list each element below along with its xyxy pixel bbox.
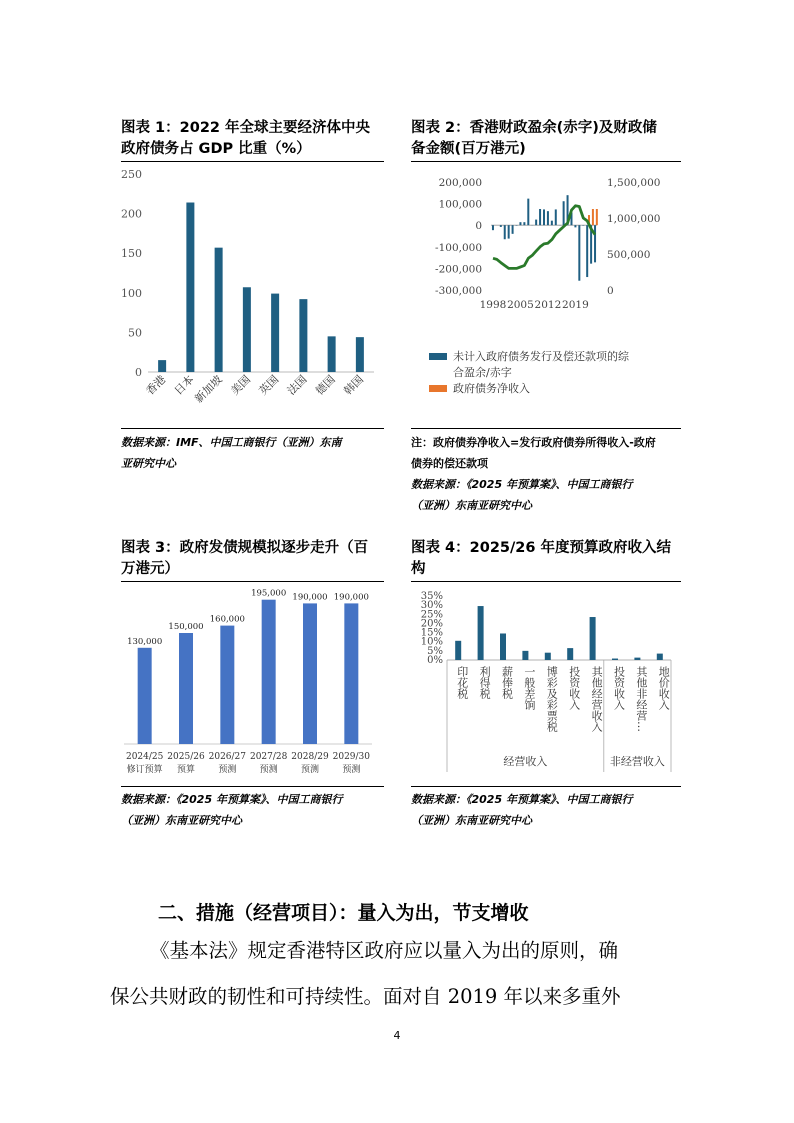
chart4-xtick: 博彩及彩票税: [545, 666, 559, 732]
chart2-xtick: 2005: [507, 299, 534, 311]
chart1-title: 图表 1：2022 年全球主要经济体中央 政府债务占 GDP 比重（%）: [121, 118, 384, 162]
chart4-xtick: 薪俸税: [500, 666, 514, 699]
chart1-xtick: 韩国: [341, 372, 366, 398]
chart4-bar: [522, 651, 528, 660]
chart1-bar: [356, 337, 364, 372]
chart1-panel: [121, 118, 384, 162]
chart4-xtick: 其他经营收入: [590, 666, 604, 732]
chart1-bar: [271, 294, 279, 372]
section-heading: 二、措施（经营项目）：量入为出，节支增收: [158, 902, 529, 924]
para-line-2: 保公共财政的韧性和可持续性。面对自 2019 年以来多重外: [110, 985, 621, 1008]
chart4-bar: [500, 633, 506, 660]
chart1-source: 数据来源：IMF、中国工商银行（亚洲）东南 亚研究中心: [121, 436, 342, 470]
chart2-ytick-right: 0: [607, 285, 614, 297]
chart4-bar: [612, 659, 618, 660]
chart1-ytick: 100: [121, 286, 142, 300]
chart2-surplus-bar: [508, 225, 510, 238]
chart4-group-label-nonoperating: 非经营收入: [609, 755, 665, 768]
chart4-ytick: 35%: [420, 591, 443, 602]
chart3-data-label: 190,000: [333, 592, 369, 603]
chart2-ytick-right: 1,500,000: [607, 177, 661, 189]
chart3-xtick-type: 预测: [259, 765, 278, 775]
chart4-ytick: 5%: [427, 645, 443, 657]
chart2-ytick-left: 200,000: [438, 177, 482, 189]
chart4-title: 图表 4：2025/26 年度预算政府收入结 构: [411, 538, 681, 582]
chart4-xtick: 地价收入: [657, 666, 671, 710]
chart3-bar: [220, 626, 234, 744]
chart2-title: 图表 2：香港财政盈余(赤字)及财政储 备金额(百万港元): [411, 118, 681, 162]
chart3-bar: [179, 633, 193, 744]
chart3-xtick-year: 2029/30: [332, 752, 371, 762]
chart1-bar: [299, 299, 307, 372]
chart2-surplus-bar: [586, 225, 588, 277]
chart1-xtick: 香港: [143, 372, 169, 398]
chart3-xtick-year: 2027/28: [249, 752, 288, 762]
chart4-xtick: 一般差饷: [522, 666, 536, 710]
chart4-bar: [455, 641, 461, 660]
chart3-xtick-year: 2026/27: [208, 752, 247, 762]
chart1-ytick: 50: [128, 326, 142, 340]
chart3-data-label: 160,000: [209, 614, 245, 625]
chart1-xtick: 日本: [171, 372, 197, 398]
chart2-panel: [411, 118, 681, 162]
chart4-bar: [657, 654, 663, 660]
chart3-plot: [116, 582, 386, 780]
chart2-surplus-bar: [519, 222, 521, 225]
chart2-surplus-bar: [555, 209, 557, 225]
chart1-xtick: 法国: [284, 372, 310, 398]
page-number: 4: [393, 1029, 401, 1042]
chart4-xtick: 投资收入: [612, 666, 626, 710]
chart2-legend-swatch-surplus: [429, 353, 447, 360]
chart1-ytick: 150: [121, 247, 142, 261]
chart2-surplus-bar: [594, 225, 596, 262]
chart3-bar: [138, 648, 152, 744]
chart2-xtick: 2019: [562, 299, 589, 311]
chart1-bar: [243, 287, 251, 372]
chart2-surplus-bar: [551, 221, 553, 226]
chart2-xtick: 2012: [534, 299, 562, 311]
chart2-surplus-bar: [523, 222, 525, 225]
chart2-ytick-left: -300,000: [435, 285, 482, 297]
chart2-surplus-bar: [512, 225, 514, 234]
chart2-surplus-bar: [563, 201, 565, 225]
chart2-surplus-bar: [578, 225, 580, 281]
chart2-note: 注：政府债券净收入=发行政府债券所得收入-政府 债券的偿还款项: [411, 436, 656, 470]
chart2-surplus-bar: [547, 211, 549, 225]
chart2-xtick: 1998: [479, 299, 507, 311]
chart2-surplus-bar: [527, 199, 529, 226]
chart3-title: 图表 3：政府发债规模拟逐步走升（百 万港元）: [121, 538, 384, 582]
chart1-bar: [158, 360, 166, 372]
chart3-xtick-year: 2028/29: [291, 752, 329, 762]
chart4-bar: [545, 653, 551, 660]
chart2-plot: [411, 162, 683, 426]
chart4-plot: [411, 582, 683, 780]
chart2-ytick-left: -100,000: [435, 241, 482, 254]
chart2-ytick-left: -200,000: [435, 263, 482, 276]
chart2-source: 数据来源：《2025 年预算案》、中国工商银行 （亚洲）东南亚研究中心: [411, 478, 633, 512]
chart2-ytick-left: 100,000: [438, 198, 482, 211]
chart4-xtick: 投资收入: [567, 666, 581, 710]
chart3-data-label: 195,000: [251, 588, 287, 599]
chart2-surplus-bar: [500, 225, 502, 227]
chart4-xtick: 其他非经营…: [634, 666, 648, 732]
chart4-bar: [634, 658, 640, 660]
chart3-xtick-type: 修订预算: [126, 765, 163, 775]
chart4-xtick: 利得税: [478, 666, 492, 699]
chart2-surplus-bar: [492, 225, 494, 230]
chart1-divider: [121, 428, 384, 429]
chart2-legend-label-surplus-cont: 合盈余/赤字: [453, 366, 512, 379]
chart2-surplus-bar: [574, 225, 576, 227]
chart4-panel: [411, 538, 681, 582]
chart2-surplus-bar: [543, 209, 545, 225]
chart2-divider: [411, 428, 681, 429]
chart1-xtick: 德国: [312, 372, 338, 398]
chart1-ytick: 0: [135, 366, 142, 379]
chart2-ytick-right: 1,000,000: [607, 213, 661, 225]
chart4-bar: [478, 606, 484, 660]
chart3-panel: [121, 538, 384, 582]
chart4-bar: [590, 617, 596, 660]
chart3-xtick-type: 预算: [176, 765, 196, 775]
chart2-ytick-right: 500,000: [607, 249, 651, 261]
chart4-xtick: 印花税: [455, 666, 469, 699]
chart2-bond-bar: [592, 209, 594, 225]
chart3-data-label: 190,000: [292, 592, 328, 603]
chart4-ytick: 20%: [420, 618, 443, 630]
chart4-source: 数据来源：《2025 年预算案》、中国工商银行 （亚洲）东南亚研究中心: [411, 793, 633, 827]
chart4-ytick: 30%: [420, 600, 443, 612]
chart1-xtick: 英国: [256, 372, 282, 398]
chart4-ytick: 0%: [427, 655, 443, 666]
chart2-legend-swatch-bond: [429, 385, 447, 392]
chart4-bar: [567, 648, 573, 660]
body-paragraph: [110, 928, 676, 1020]
chart2-surplus-bar: [535, 220, 537, 226]
chart3-xtick-type: 预测: [300, 765, 320, 775]
chart1-bar: [215, 248, 223, 372]
chart2-surplus-bar: [539, 209, 541, 225]
chart1-ytick: 250: [121, 168, 142, 181]
chart1-bar: [328, 336, 336, 372]
chart1-xtick: 新加坡: [192, 372, 225, 406]
chart2-ytick-left: 0: [475, 220, 482, 233]
chart1-plot: [110, 162, 386, 424]
para-line-1: 《基本法》规定香港特区政府应以量入为出的原则，确: [150, 939, 619, 962]
chart3-data-label: 130,000: [127, 636, 163, 647]
chart3-xtick-year: 2024/25: [125, 752, 164, 762]
chart3-xtick-type: 预测: [342, 765, 361, 775]
chart4-ytick: 15%: [420, 627, 443, 639]
chart3-source: 数据来源：《2025 年预算案》、中国工商银行 （亚洲）东南亚研究中心: [121, 793, 343, 827]
chart4-divider: [411, 786, 681, 787]
chart2-surplus-bar: [504, 225, 506, 239]
chart1-ytick: 200: [121, 207, 142, 221]
chart1-bar: [186, 203, 194, 372]
chart3-divider: [121, 786, 384, 787]
chart2-legend-label-bond: 政府债务净收入: [453, 382, 530, 395]
chart1-xtick: 美国: [228, 372, 253, 398]
chart3-bar: [303, 603, 317, 744]
chart3-xtick-type: 预测: [218, 765, 237, 775]
chart3-data-label: 150,000: [168, 622, 204, 632]
chart4-ytick: 10%: [420, 636, 443, 648]
chart3-xtick-year: 2025/26: [167, 752, 205, 762]
chart4-group-label-operating: 经营收入: [503, 755, 548, 768]
chart2-bond-bar: [596, 209, 598, 225]
chart3-bar: [344, 603, 358, 744]
chart3-bar: [262, 600, 276, 744]
chart2-legend-label-surplus: 未计入政府债务发行及偿还款项的综: [453, 350, 629, 363]
chart4-ytick: 25%: [420, 609, 443, 621]
